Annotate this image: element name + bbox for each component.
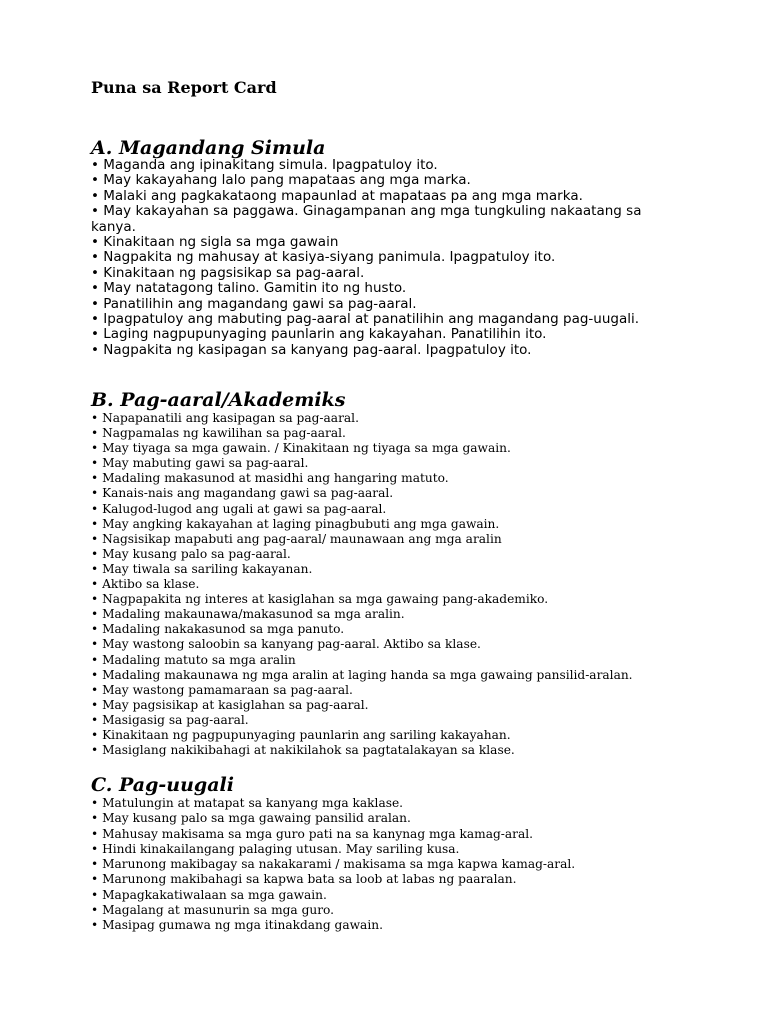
list-pag-uugali xyxy=(91,796,731,934)
section-heading-pag-uugali: C. Pag-uugali xyxy=(91,774,234,796)
list-item: • Aktibo sa klase. xyxy=(91,577,200,592)
list-magandang-simula xyxy=(91,158,651,358)
list-item: • Laging nagpupunyaging paunlarin ang kakayahan. Panatilihin ito. xyxy=(91,326,547,343)
list-item: • Kanais-nais ang magandang gawi sa pag-aaral. xyxy=(91,486,394,501)
list-item: • May mabuting gawi sa pag-aaral. xyxy=(91,456,309,471)
list-item: • Nagpakita ng kasipagan sa kanyang pag-aaral. Ipagpatuloy ito. xyxy=(91,341,532,358)
list-item: • Nagpakita ng mahusay at kasiya-siyang panimula. Ipagpatuloy ito. xyxy=(91,249,556,266)
list-item: • Kinakitaan ng pagsisikap sa pag-aaral. xyxy=(91,264,365,281)
list-item: • Kinakitaan ng pagpupunyaging paunlarin ang sariling kakayahan. xyxy=(91,727,511,742)
list-item: • Kalugod-lugod ang ugali at gawi sa pag-aaral. xyxy=(91,501,387,516)
section-heading-magandang-simula: A. Magandang Simula xyxy=(91,137,326,159)
list-item: • May kakayahang lalo pang mapataas ang mga marka. xyxy=(91,172,471,189)
list-item: • Kinakitaan ng sigla sa mga gawain xyxy=(91,234,339,251)
list-item: • May pagsisikap at kasiglahan sa pag-aaral. xyxy=(91,697,369,712)
list-item: • Nagpamalas ng kawilihan sa pag-aaral. xyxy=(91,426,346,441)
list-item: • Magalang at masunurin sa mga guro. xyxy=(91,903,335,918)
list-item: • Masigasig sa pag-aaral. xyxy=(91,712,249,727)
list-item: • Napapanatili ang kasipagan sa pag-aaral. xyxy=(91,411,359,425)
list-item: • May wastong saloobin sa kanyang pag-aaral. Aktibo sa klase. xyxy=(91,637,481,652)
list-item: • Hindi kinakailangang palaging utusan. May sariling kusa. xyxy=(91,841,460,856)
list-item: • Nagsisikap mapabuti ang pag-aaral/ maunawaan ang mga aralin xyxy=(91,531,502,546)
list-item: • Mapagkakatiwalaan sa mga gawain. xyxy=(91,887,327,902)
list-item: • May tiwala sa sariling kakayanan. xyxy=(91,561,313,576)
list-item: • Panatilihin ang magandang gawi sa pag-aaral. xyxy=(91,295,417,312)
list-item: • May kakayahan sa paggawa. Ginagampanan ang mga tungkuling nakaatang sa kanya. xyxy=(91,203,642,235)
list-item: • May natatagong talino. Gamitin ito ng husto. xyxy=(91,280,407,297)
list-item: • Matulungin at matapat sa kanyang mga kaklase. xyxy=(91,796,404,810)
list-item: • Madaling nakakasunod sa mga panuto. xyxy=(91,622,345,637)
list-item: • May kusang palo sa mga gawaing pansilid aralan. xyxy=(91,811,411,826)
list-item: • May angking kakayahan at laging pinagbubuti ang mga gawain. xyxy=(91,516,500,531)
list-item: • Madaling makaunawa/makasunod sa mga aralin. xyxy=(91,607,405,622)
list-item: • Marunong makibagay sa nakakarami / makisama sa mga kapwa kamag-aral. xyxy=(91,857,576,872)
list-item: • Ipagpatuloy ang mabuting pag-aaral at panatilihin ang magandang pag-uugali. xyxy=(91,311,640,328)
list-item: • Marunong makibahagi sa kapwa bata sa loob at labas ng paaralan. xyxy=(91,872,517,887)
list-item: • Maganda ang ipinakitang simula. Ipagpatuloy ito. xyxy=(91,157,438,173)
list-item: • Madaling makasunod at masidhi ang hangaring matuto. xyxy=(91,471,449,486)
list-item: • Nagpapakita ng interes at kasiglahan sa mga gawaing pang-akademiko. xyxy=(91,592,549,607)
list-pag-aaral-akademiks xyxy=(91,411,731,758)
list-item: • Mahusay makisama sa mga guro pati na sa kanynag mga kamag-aral. xyxy=(91,826,534,841)
list-item: • May tiyaga sa mga gawain. / Kinakitaan ng tiyaga sa mga gawain. xyxy=(91,441,511,456)
section-heading-pag-aaral-akademiks: B. Pag-aaral/Akademiks xyxy=(91,389,346,411)
page-title: Puna sa Report Card xyxy=(91,78,277,97)
list-item: • Masiglang nakikibahagi at nakikilahok sa pagtatalakayan sa klase. xyxy=(91,743,515,758)
list-item: • Masipag gumawa ng mga itinakdang gawain. xyxy=(91,918,383,933)
list-item: • Madaling makaunawa ng mga aralin at laging handa sa mga gawaing pansilid-aralan. xyxy=(91,667,633,682)
list-item: • Madaling matuto sa mga aralin xyxy=(91,652,296,667)
list-item: • May wastong pamamaraan sa pag-aaral. xyxy=(91,682,353,697)
list-item: • May kusang palo sa pag-aaral. xyxy=(91,546,291,561)
list-item: • Malaki ang pagkakataong mapaunlad at mapataas pa ang mga marka. xyxy=(91,187,583,204)
